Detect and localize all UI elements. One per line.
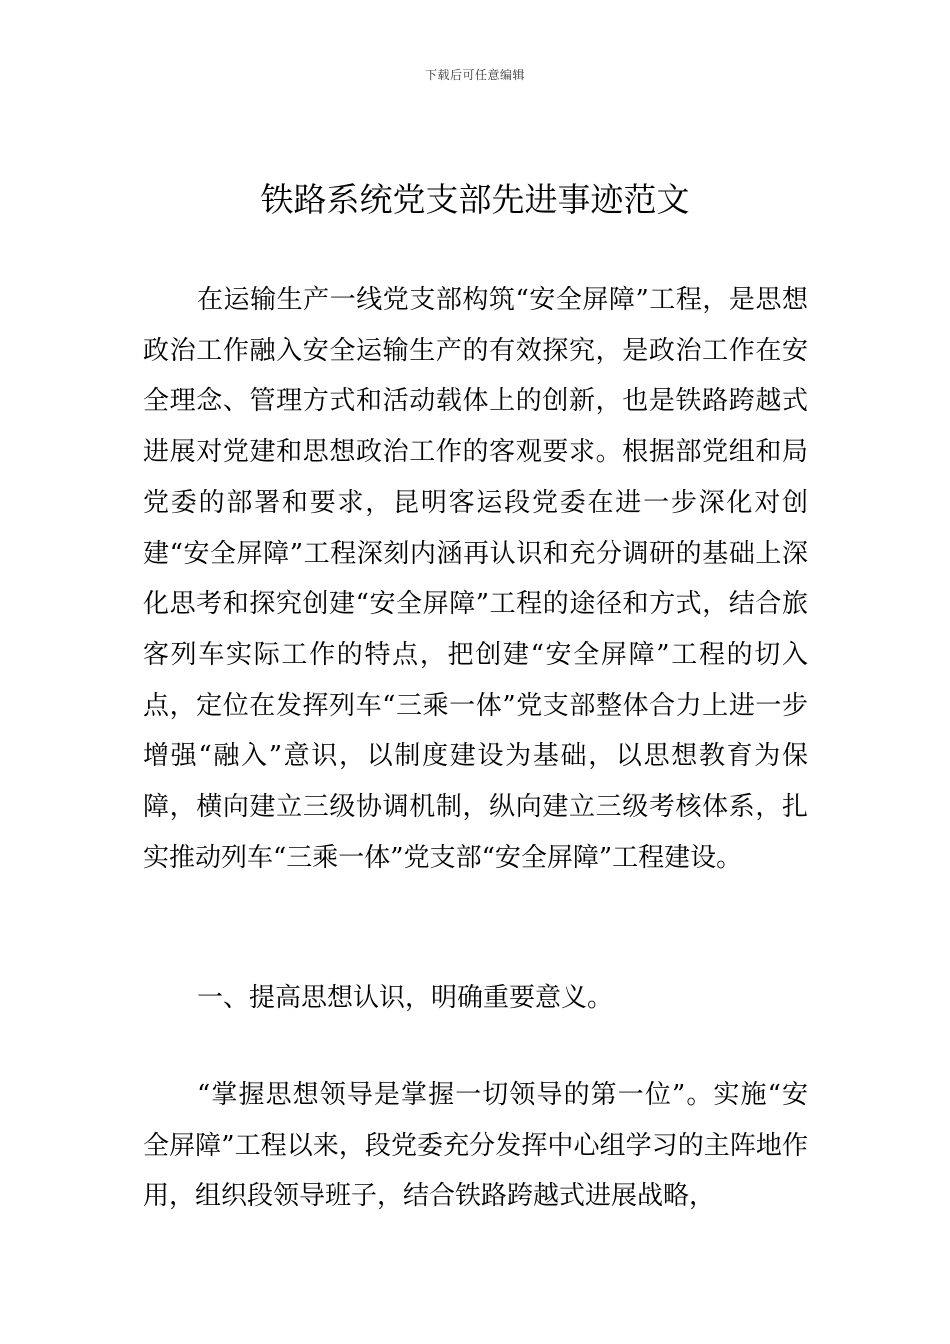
body-paragraph-1: 在运输生产一线党支部构筑“安全屏障”工程，是思想政治工作融入安全运输生产的有效探究，是政治工作在安全理念、管理方式和活动载体上的创新，也是铁路跨越式进展对党建和思想政治工作的客观要求。根据部党组和局党委的部署和要求，昆明客运段党委在进一步深化对创建“安全屏障”工程深刻内涵再认识和充分调研的基础上深化思考和探究创建“安全屏障”工程的途径和方式，结合旅客列车实际工作的特点，把创建“安全屏障”工程的切入点，定位在发挥列车“三乘一体”党支部整体合力上进一步增强“融入”意识，以制度建设为基础，以思想教育为保障，横向建立三级协调机制，纵向建立三级考核体系，扎实推动列车“三乘一体”党支部“安全屏障”工程建设。 bbox=[143, 285, 808, 873]
section-heading-1: 一、提高思想认识，明确重要意义。 bbox=[197, 983, 614, 1013]
document-title: 铁路系统党支部先进事迹范文 bbox=[260, 180, 690, 219]
body-paragraph-2: “掌握思想领导是掌握一切领导的第一位”。实施“安全屏障”工程以来，段党委充分发挥中心组学习的主阵地作用，组织段领导班子，结合铁路跨越式进展战略， bbox=[143, 1080, 808, 1212]
header-note: 下载后可任意编辑 bbox=[424, 68, 525, 82]
